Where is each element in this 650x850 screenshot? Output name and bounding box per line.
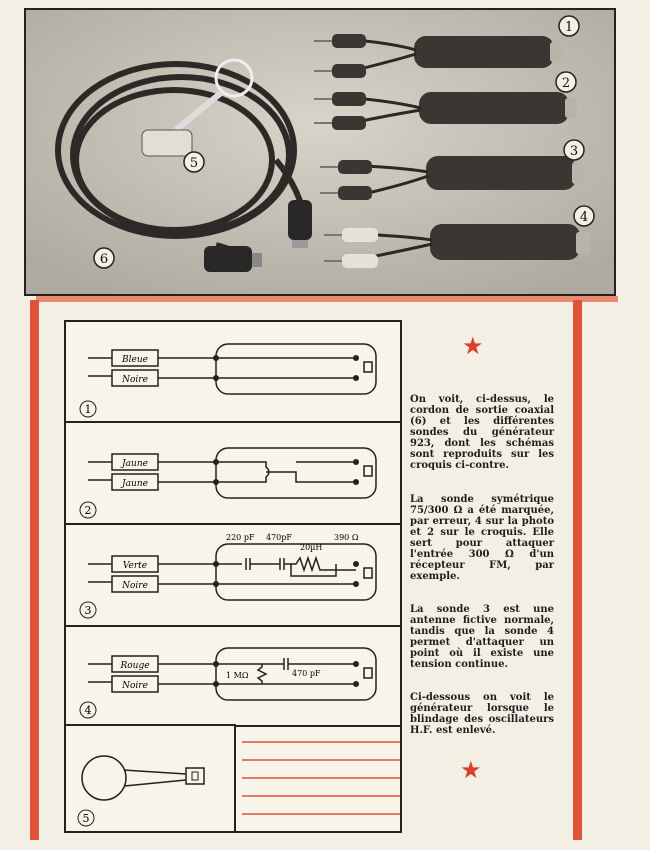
probe-5-panel (64, 724, 236, 833)
callout-4: 4 (579, 210, 589, 225)
probe4-number: 4 (84, 704, 92, 717)
callout-3: 3 (569, 144, 579, 159)
red-rule-left (30, 300, 39, 840)
probe5-number: 5 (82, 812, 90, 825)
probe-2-schematic (88, 448, 376, 498)
probe4-c1: 470 pF (292, 669, 321, 678)
caption-1-text: On voit, ci-dessus, le cordon de sortie coaxial (6) et les différentes sondes du générateur 923, dont les schémas sont reproduits sur les croquis ci-contre. (410, 394, 554, 471)
caption-4-text: Ci-dessous on voit le générateur lorsque le blindage des oscillateurs H.F. est enlevé. (410, 692, 554, 736)
probe4-r1: 1 MΩ (226, 671, 249, 680)
probes-photo (24, 8, 616, 296)
probe3-r1: 390 Ω (334, 533, 359, 542)
probe3-wire-top: Verte (122, 561, 148, 571)
red-rule-top (36, 296, 618, 302)
star-ornament-top: ★ (462, 332, 484, 360)
caption-paragraph-3 (410, 604, 554, 670)
probe3-number: 3 (84, 604, 92, 617)
probe4-wire-top: Rouge (120, 661, 150, 671)
star-ornament-bottom: ★ (460, 756, 482, 784)
probe3-c2: 470pF (266, 533, 292, 542)
probe3-wire-bottom: Noire (122, 581, 148, 591)
callout-5: 5 (189, 156, 199, 171)
callout-1: 1 (564, 20, 574, 35)
probe2-wire-bottom: Jaune (122, 479, 148, 489)
probe1-wire-top: Bleue (122, 355, 148, 365)
caption-paragraph-1 (410, 394, 554, 471)
probe1-number: 1 (84, 403, 92, 416)
red-rule-right (573, 300, 582, 840)
caption-3-text: La sonde 3 est une antenne fictive normale, tandis que la sonde 4 permet d'attaquer un point où il existe une tension continue. (410, 604, 554, 670)
probe-3-schematic (88, 544, 376, 600)
probe1-wire-bottom: Noire (122, 375, 148, 385)
callout-6: 6 (99, 252, 109, 267)
probe3-l1: 20µH (300, 543, 323, 552)
probe-1-schematic (88, 344, 376, 394)
probe2-number: 2 (84, 504, 92, 517)
probe4-wire-bottom: Noire (122, 681, 148, 691)
probe2-wire-top: Jaune (122, 459, 148, 469)
caption-paragraph-4 (410, 692, 554, 736)
caption-2-text: La sonde symétrique 75/300 Ω a été marquée, par erreur, 4 sur la photo et 2 sur le croquis. Elle sert pour attaquer l'entrée 300 Ω d'un récepteur FM, par exemple. (410, 494, 554, 582)
caption-paragraph-2 (410, 494, 554, 582)
probe3-c1: 220 pF (226, 533, 255, 542)
callout-2: 2 (561, 76, 571, 91)
